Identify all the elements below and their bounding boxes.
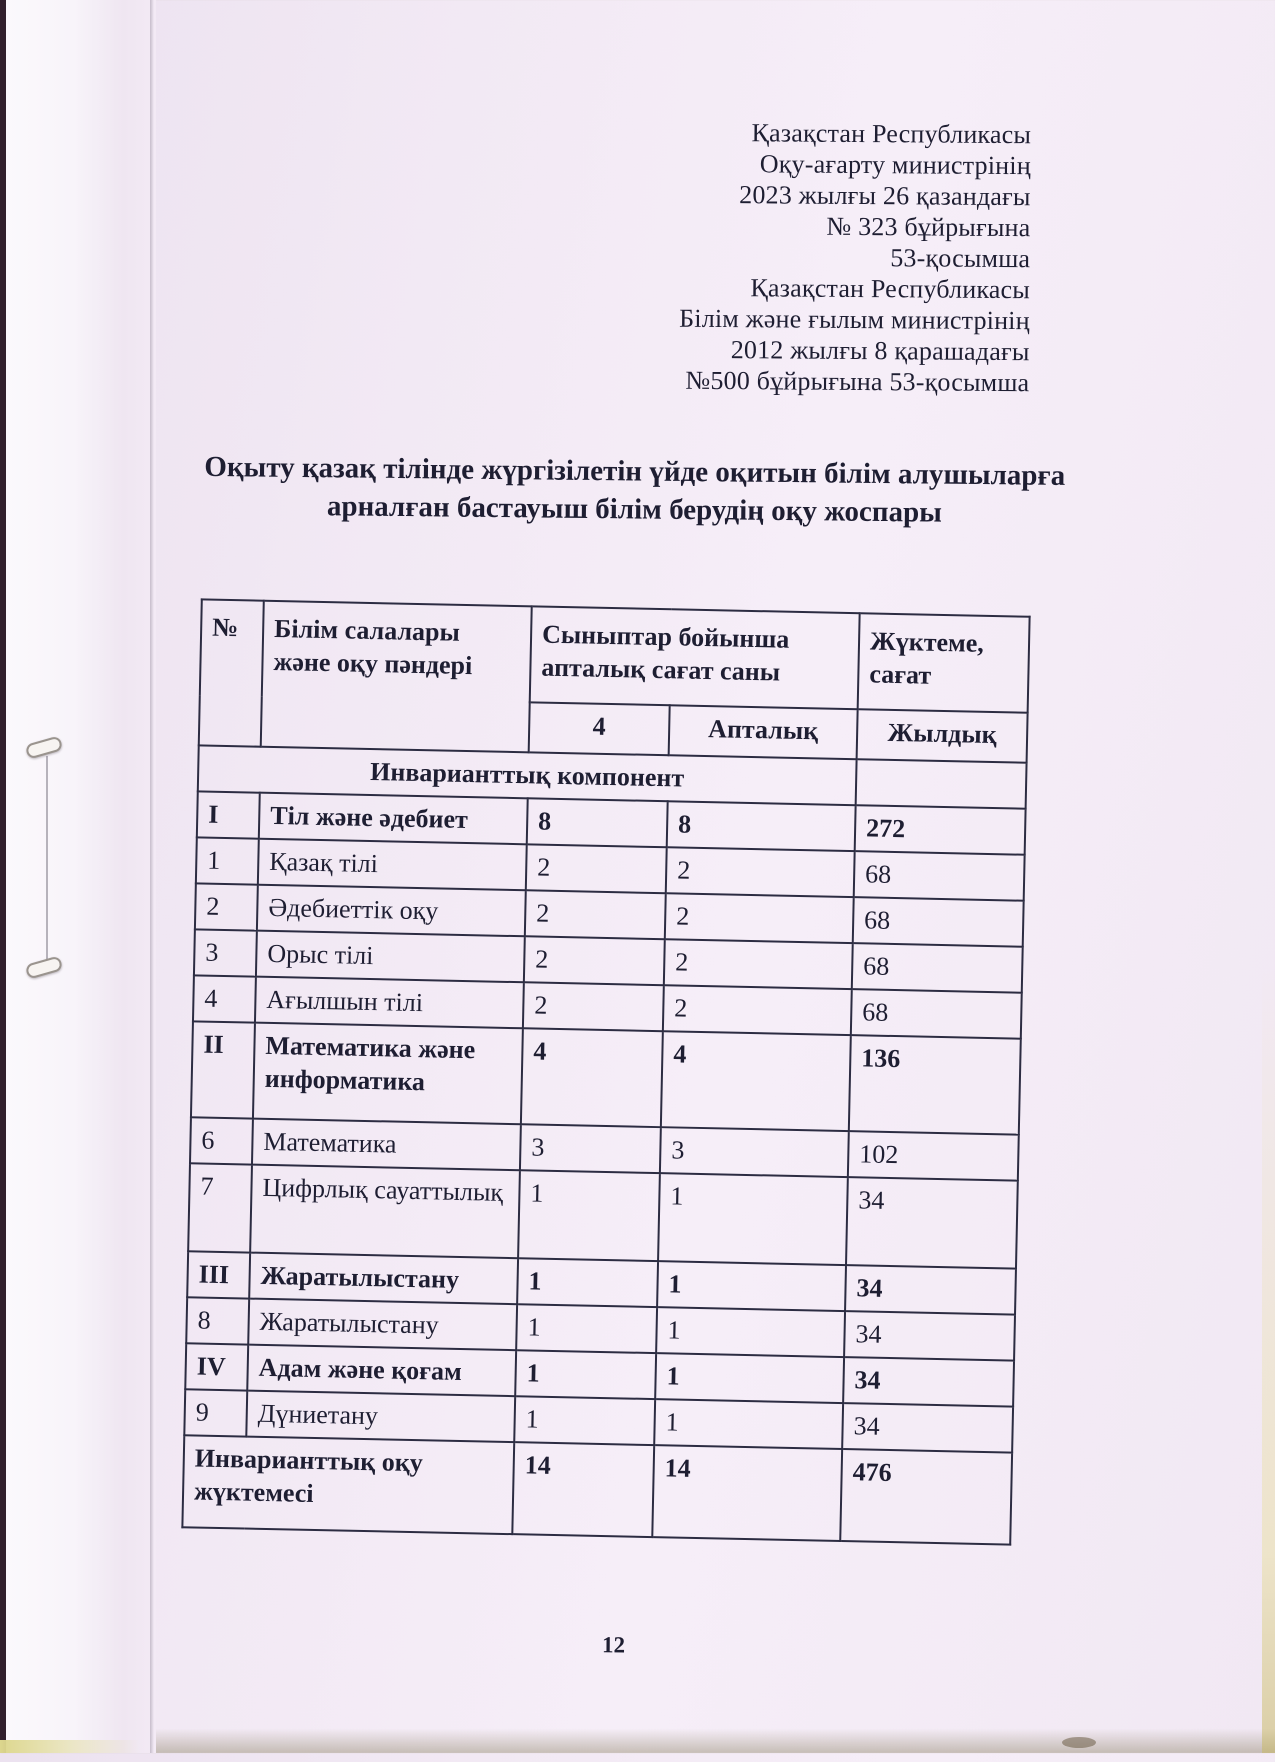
row-grade4-hours: 8 bbox=[527, 798, 668, 847]
row-yearly-hours: 34 bbox=[842, 1403, 1013, 1453]
row-yearly-hours: 272 bbox=[855, 805, 1026, 855]
row-number: 4 bbox=[193, 975, 256, 1022]
row-weekly-hours: 1 bbox=[655, 1353, 844, 1403]
row-subject: Жаратылыстану bbox=[249, 1253, 518, 1305]
row-weekly-hours: 8 bbox=[667, 801, 856, 851]
decree-line: Қазақстан Республикасы bbox=[751, 118, 1032, 150]
document-title-line: Оқыту қазақ тілінде жүргізілетін үйде оқитын білім алушыларға bbox=[204, 450, 1066, 492]
subheader-weekly: Апталық bbox=[669, 705, 858, 759]
total-row-label: Инварианттық оқу жүктемесі bbox=[182, 1435, 514, 1534]
row-yearly-hours: 34 bbox=[844, 1311, 1015, 1361]
document-title-line: арналған бастауыш білім берудің оқу жоспары bbox=[326, 490, 943, 529]
row-number: 8 bbox=[186, 1297, 249, 1344]
table-header-row bbox=[200, 599, 1030, 712]
decree-header bbox=[679, 117, 1032, 398]
row-grade4-hours: 1 bbox=[517, 1258, 658, 1307]
row-number: 1 bbox=[196, 837, 259, 884]
row-subject: Математика және информатика bbox=[253, 1023, 523, 1125]
row-yearly-hours: 34 bbox=[845, 1265, 1016, 1315]
decree-line: № 323 бұйрығына bbox=[826, 211, 1031, 243]
decree-line: №500 бұйрығына 53-қосымша bbox=[685, 365, 1030, 398]
col-header-number: № bbox=[199, 599, 264, 746]
row-grade4-hours: 1 bbox=[518, 1170, 660, 1261]
table-row bbox=[188, 1163, 1018, 1268]
decree-line: 2023 жылғы 26 қазандағы bbox=[739, 180, 1031, 212]
row-weekly-hours: 2 bbox=[665, 893, 854, 943]
row-subject: Дүниетану bbox=[246, 1391, 515, 1443]
row-weekly-hours: 2 bbox=[664, 939, 853, 989]
decree-line: Білім және ғылым министрінің bbox=[679, 303, 1030, 336]
total-yearly-hours: 476 bbox=[840, 1449, 1012, 1545]
row-subject: Жаратылыстану bbox=[248, 1299, 517, 1351]
row-number: 2 bbox=[195, 883, 258, 930]
row-yearly-hours: 68 bbox=[851, 989, 1022, 1039]
row-yearly-hours: 68 bbox=[854, 851, 1025, 901]
total-row bbox=[182, 1435, 1012, 1544]
row-number: 3 bbox=[194, 929, 257, 976]
row-subject: Орыс тілі bbox=[256, 931, 525, 983]
row-subject: Ағылшын тілі bbox=[255, 977, 524, 1029]
row-weekly-hours: 1 bbox=[658, 1173, 848, 1265]
table-row bbox=[191, 1021, 1021, 1134]
document-title bbox=[84, 447, 1185, 535]
row-grade4-hours: 2 bbox=[526, 844, 667, 893]
row-grade4-hours: 1 bbox=[515, 1350, 656, 1399]
row-number: 7 bbox=[188, 1163, 252, 1252]
decree-line: Оқу-ағарту министрінің bbox=[759, 149, 1031, 181]
row-grade4-hours: 2 bbox=[524, 936, 665, 985]
subheader-yearly: Жылдық bbox=[857, 709, 1028, 763]
row-grade4-hours: 2 bbox=[523, 982, 664, 1031]
row-subject: Цифрлық сауаттылық bbox=[250, 1165, 520, 1259]
col-header-weekly-by-grade: Сыныптар бойынша апталық сағат саны bbox=[530, 606, 860, 709]
row-weekly-hours: 1 bbox=[656, 1307, 845, 1357]
total-grade4-hours: 14 bbox=[512, 1442, 654, 1537]
row-number: III bbox=[187, 1251, 250, 1298]
row-weekly-hours: 3 bbox=[660, 1127, 849, 1177]
row-subject: Қазақ тілі bbox=[258, 839, 527, 891]
row-weekly-hours: 2 bbox=[663, 985, 852, 1035]
row-weekly-hours: 1 bbox=[657, 1261, 846, 1311]
row-subject: Адам және қоғам bbox=[247, 1345, 516, 1397]
row-yearly-hours: 136 bbox=[849, 1035, 1021, 1135]
row-grade4-hours: 1 bbox=[516, 1304, 657, 1353]
subheader-grade-4: 4 bbox=[529, 702, 670, 755]
row-subject: Тіл және әдебиет bbox=[259, 793, 528, 845]
row-number: II bbox=[191, 1021, 255, 1118]
row-weekly-hours: 4 bbox=[661, 1031, 851, 1131]
row-grade4-hours: 2 bbox=[525, 890, 666, 939]
row-yearly-hours: 102 bbox=[848, 1131, 1019, 1181]
row-yearly-hours: 68 bbox=[853, 897, 1024, 947]
row-number: I bbox=[197, 791, 260, 838]
row-yearly-hours: 68 bbox=[852, 943, 1023, 993]
decree-line: 2012 жылғы 8 қарашадағы bbox=[730, 335, 1030, 367]
row-weekly-hours: 2 bbox=[666, 847, 855, 897]
row-number: 9 bbox=[184, 1389, 247, 1436]
page-number: 12 bbox=[601, 1632, 626, 1658]
col-header-load-hours: Жүктеме, сағат bbox=[858, 613, 1030, 713]
row-subject: Математика bbox=[252, 1119, 521, 1171]
row-weekly-hours: 1 bbox=[654, 1399, 843, 1449]
decree-line: Қазақстан Республикасы bbox=[750, 273, 1031, 305]
col-header-subjects: Білім салалары және оқу пәндері bbox=[261, 601, 532, 753]
row-yearly-hours: 34 bbox=[843, 1357, 1014, 1407]
row-number: 6 bbox=[190, 1117, 253, 1164]
row-subject: Әдебиеттік оқу bbox=[257, 885, 526, 937]
row-grade4-hours: 3 bbox=[520, 1124, 661, 1173]
total-weekly-hours: 14 bbox=[652, 1445, 842, 1541]
row-grade4-hours: 4 bbox=[521, 1028, 663, 1127]
section-banner-invariant: Инварианттық компонент bbox=[198, 745, 857, 805]
row-grade4-hours: 1 bbox=[514, 1396, 655, 1445]
row-yearly-hours: 34 bbox=[846, 1177, 1018, 1269]
curriculum-table bbox=[181, 598, 1030, 1545]
row-number: IV bbox=[185, 1343, 248, 1390]
section-banner-empty-cell bbox=[856, 759, 1027, 809]
decree-line: 53-қосымша bbox=[890, 243, 1031, 274]
